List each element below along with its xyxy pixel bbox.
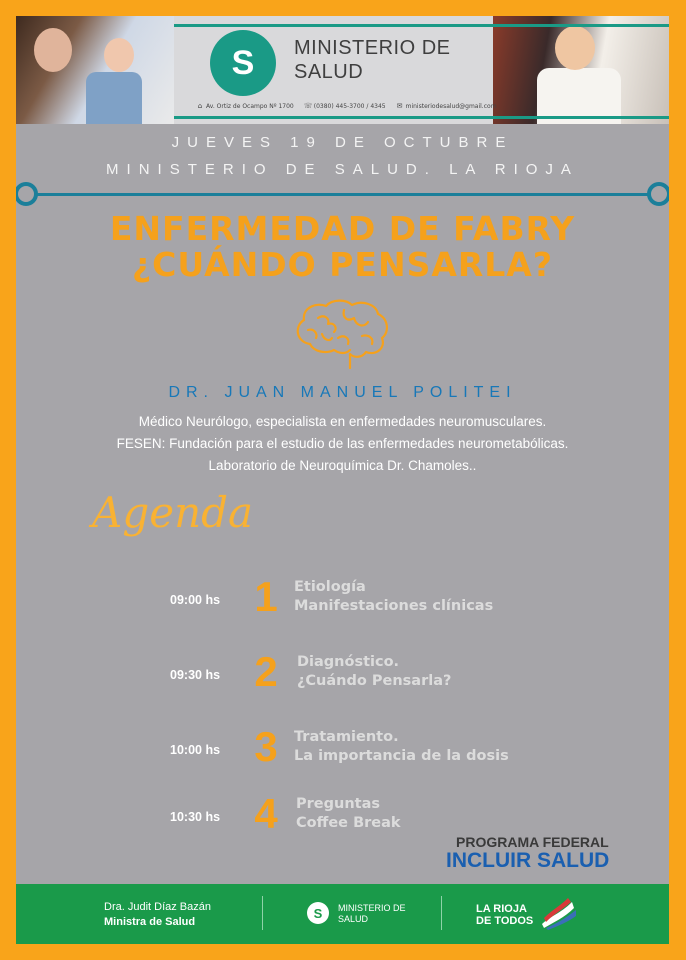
- email-text: ministeriodesalud@gmail.com: [405, 103, 497, 110]
- program-name: INCLUIR SALUD: [446, 849, 610, 872]
- speaker-name: DR. JUAN MANUEL POLITEI: [168, 384, 517, 401]
- speaker-bio-line2: FESEN: Fundación para el estudio de las enfermedades neurometabólicas.: [116, 436, 569, 451]
- agenda-number: 4: [254, 790, 278, 837]
- agenda-item: [16, 573, 669, 628]
- event-title-line2: ¿CUÁNDO PENSARLA?: [131, 245, 553, 284]
- agenda-topic-line1: Diagnóstico.: [297, 654, 400, 670]
- agenda-topic: [297, 653, 597, 691]
- rioja-flag-icon: [538, 894, 578, 930]
- ministry-title-line2: SALUD: [294, 61, 364, 83]
- agenda-title: Agenda: [92, 488, 254, 537]
- rioja-line2: DE TODOS: [476, 915, 534, 927]
- divider-knob-right: [647, 182, 669, 206]
- brain-icon: [290, 298, 394, 372]
- ministry-title: [294, 36, 484, 84]
- ministry-header: [16, 16, 669, 124]
- event-location: MINISTERIO DE SALUD. LA RIOJA: [106, 161, 579, 178]
- agenda-time: 09:00 hs: [170, 593, 221, 607]
- agenda-number: 3: [254, 723, 278, 770]
- rioja-line1: LA RIOJA: [476, 903, 527, 915]
- ministry-logo: S: [210, 30, 276, 96]
- event-title-line1: ENFERMEDAD DE FABRY: [109, 209, 576, 248]
- phone: [304, 102, 386, 110]
- agenda-time: 10:00 hs: [170, 743, 221, 757]
- footer-separator: [441, 896, 442, 930]
- phone-icon: ☏: [303, 102, 313, 110]
- agenda-item: [16, 723, 669, 778]
- footer-ministry-line1: MINISTERIO DE: [338, 903, 406, 913]
- header-photo-left: [16, 16, 174, 124]
- agenda-topic: [294, 578, 594, 616]
- email: [396, 102, 497, 110]
- address: [196, 102, 294, 110]
- agenda-number: 1: [254, 573, 278, 620]
- agenda-time: 10:30 hs: [170, 810, 221, 824]
- program-label: PROGRAMA FEDERAL: [456, 834, 609, 850]
- address-text: Av. Ortiz de Ocampo Nº 1700: [206, 103, 294, 110]
- mail-icon: ✉: [396, 102, 403, 110]
- contact-row: [196, 102, 496, 110]
- footer-bar: [16, 884, 669, 944]
- agenda-item: [16, 648, 669, 703]
- divider-knob-left: [16, 182, 38, 206]
- agenda-topic-line1: Preguntas: [296, 796, 380, 812]
- footer-ministry-name: [338, 903, 418, 925]
- speaker-bio-line1: Médico Neurólogo, especialista en enfermedades neuromusculares.: [138, 414, 547, 429]
- agenda-number: 2: [254, 648, 278, 695]
- speaker-bio-line3: Laboratorio de Neuroquímica Dr. Chamoles..: [208, 458, 477, 473]
- agenda-topic-line2: Coffee Break: [296, 815, 401, 831]
- agenda-topic-line1: Etiología: [294, 579, 366, 595]
- ministry-title-line1: MINISTERIO DE: [294, 37, 451, 59]
- agenda-topic-line1: Tratamiento.: [294, 729, 399, 745]
- divider: [20, 193, 665, 196]
- home-icon: ⌂: [197, 102, 203, 110]
- header-photo-right: [493, 16, 669, 124]
- agenda-topic-line2: Manifestaciones clínicas: [294, 598, 494, 614]
- agenda-time: 09:30 hs: [170, 668, 221, 682]
- footer-ministry-line2: SALUD: [338, 914, 369, 924]
- footer-ministry-logo: S: [307, 902, 329, 924]
- agenda-topic: [294, 728, 594, 766]
- event-poster: [16, 16, 669, 944]
- minister-name: Dra. Judit Díaz Bazán: [104, 901, 211, 913]
- event-date: JUEVES 19 DE OCTUBRE: [171, 134, 514, 151]
- header-top-bar: [174, 24, 669, 27]
- agenda-topic-line2: ¿Cuándo Pensarla?: [297, 673, 452, 689]
- minister-role: Ministra de Salud: [104, 916, 196, 928]
- header-bottom-bar: [174, 116, 669, 119]
- agenda-topic-line2: La importancia de la dosis: [294, 748, 509, 764]
- rioja-logo-text: [476, 903, 546, 927]
- agenda-topic: [296, 795, 596, 833]
- footer-separator: [262, 896, 263, 930]
- phone-text: (0380) 445-3700 / 4345: [313, 103, 386, 110]
